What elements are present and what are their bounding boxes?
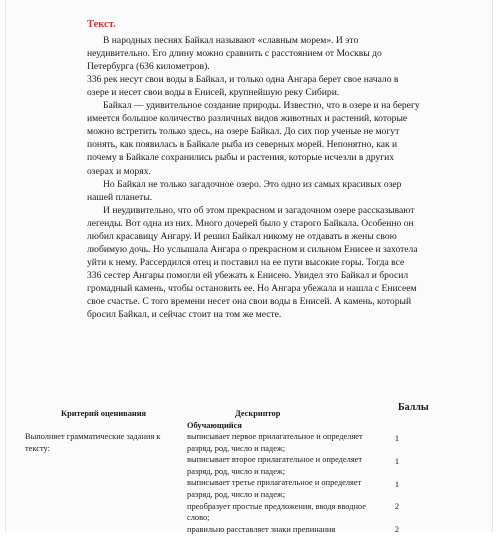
paragraph-1: В народных песнях Байкал называют «славным морем». И это неудивительно. Его длину можно сравнить с расстоянием от Москвы до Петербурга (636 километров).	[87, 35, 382, 73]
descriptor-row-4: преобразует простые предложения, вводя вводное слово;	[187, 501, 366, 523]
points-row-5: 2	[394, 525, 400, 534]
descriptor-cell	[187, 431, 382, 535]
paragraph-3: Байкал — удивительное создание природы. Известно, что в озере и на берегу имеется большое количество различных видов животных и растений, которые можно встретить только здесь, на озере Байкал. До сих пор ученые не могут понять, как появилась в Байкале рыба из северных морей. Непонятно, как и почему в Байкале сохранились рыбы и растения, которые исчезли в других озерах и морях.	[87, 100, 420, 177]
paragraph-5: И неудивительно, что об этом прекрасном и загадочном озере рассказывают легенды. Вот одна из них. Много дочерей было у старого Байкала. Особенно он любил красавицу Ангару. И решил Байкал никому не отдавать в жены свою любимую дочь. Но услышала Ангара о прекрасном и сильном Енисее и захотела уйти к нему. Рассердился отец и поставил на ее пути высокие горы. Тогда все 336 сестер Ангары помогли ей убежать к Енисею. Увидел это Байкал и бросил громадный камень, чтобы остановить ее. Но Ангара убежала и нашла с Енисеем свое счастье. С того времени несет она свои воды в Енисей. А камень, который бросил Байкал, и сейчас стоит на том же месте.	[87, 204, 418, 321]
paragraph-2: 336 рек несут свои воды в Байкал, и только одна Ангара берет свое начало в озере и несет свои воды в Енисей, крупнейшую реку Сибири.	[87, 74, 399, 99]
points-row-2: 1	[394, 457, 400, 466]
header-criteria: Критерий оценивания	[61, 409, 147, 418]
descriptor-row-5: правильно расставляет знаки препинания	[187, 524, 336, 534]
paragraph-4: Но Байкал не только загадочное озеро. Это одно из самых красивых озер нашей планеты.	[87, 178, 402, 203]
points-row-1: 1	[394, 434, 400, 443]
criterion-cell: Выполняет грамматические задания к тексту:	[25, 432, 161, 453]
descriptor-row-2: выписывает второе прилагательное и определяет разряд, род, число и падеж;	[187, 455, 363, 476]
document-page	[87, 18, 420, 321]
descriptor-row-1: выписывает первое прилагательное и определяет разряд, род, число и падеж;	[187, 432, 363, 453]
header-descriptor: Дескриптор	[235, 409, 281, 418]
points-row-3: 1	[394, 480, 400, 489]
assessment-table	[25, 402, 465, 534]
points-row-4: 2	[394, 502, 400, 511]
document-title: Текст.	[87, 19, 116, 30]
table-header	[25, 402, 465, 430]
descriptor-row-3: выписывает третье прилагательное и определяет разряд, род, число и падеж;	[187, 478, 362, 499]
header-points: Баллы	[398, 402, 429, 413]
descriptor-subheader: Обучающийся	[187, 421, 242, 430]
